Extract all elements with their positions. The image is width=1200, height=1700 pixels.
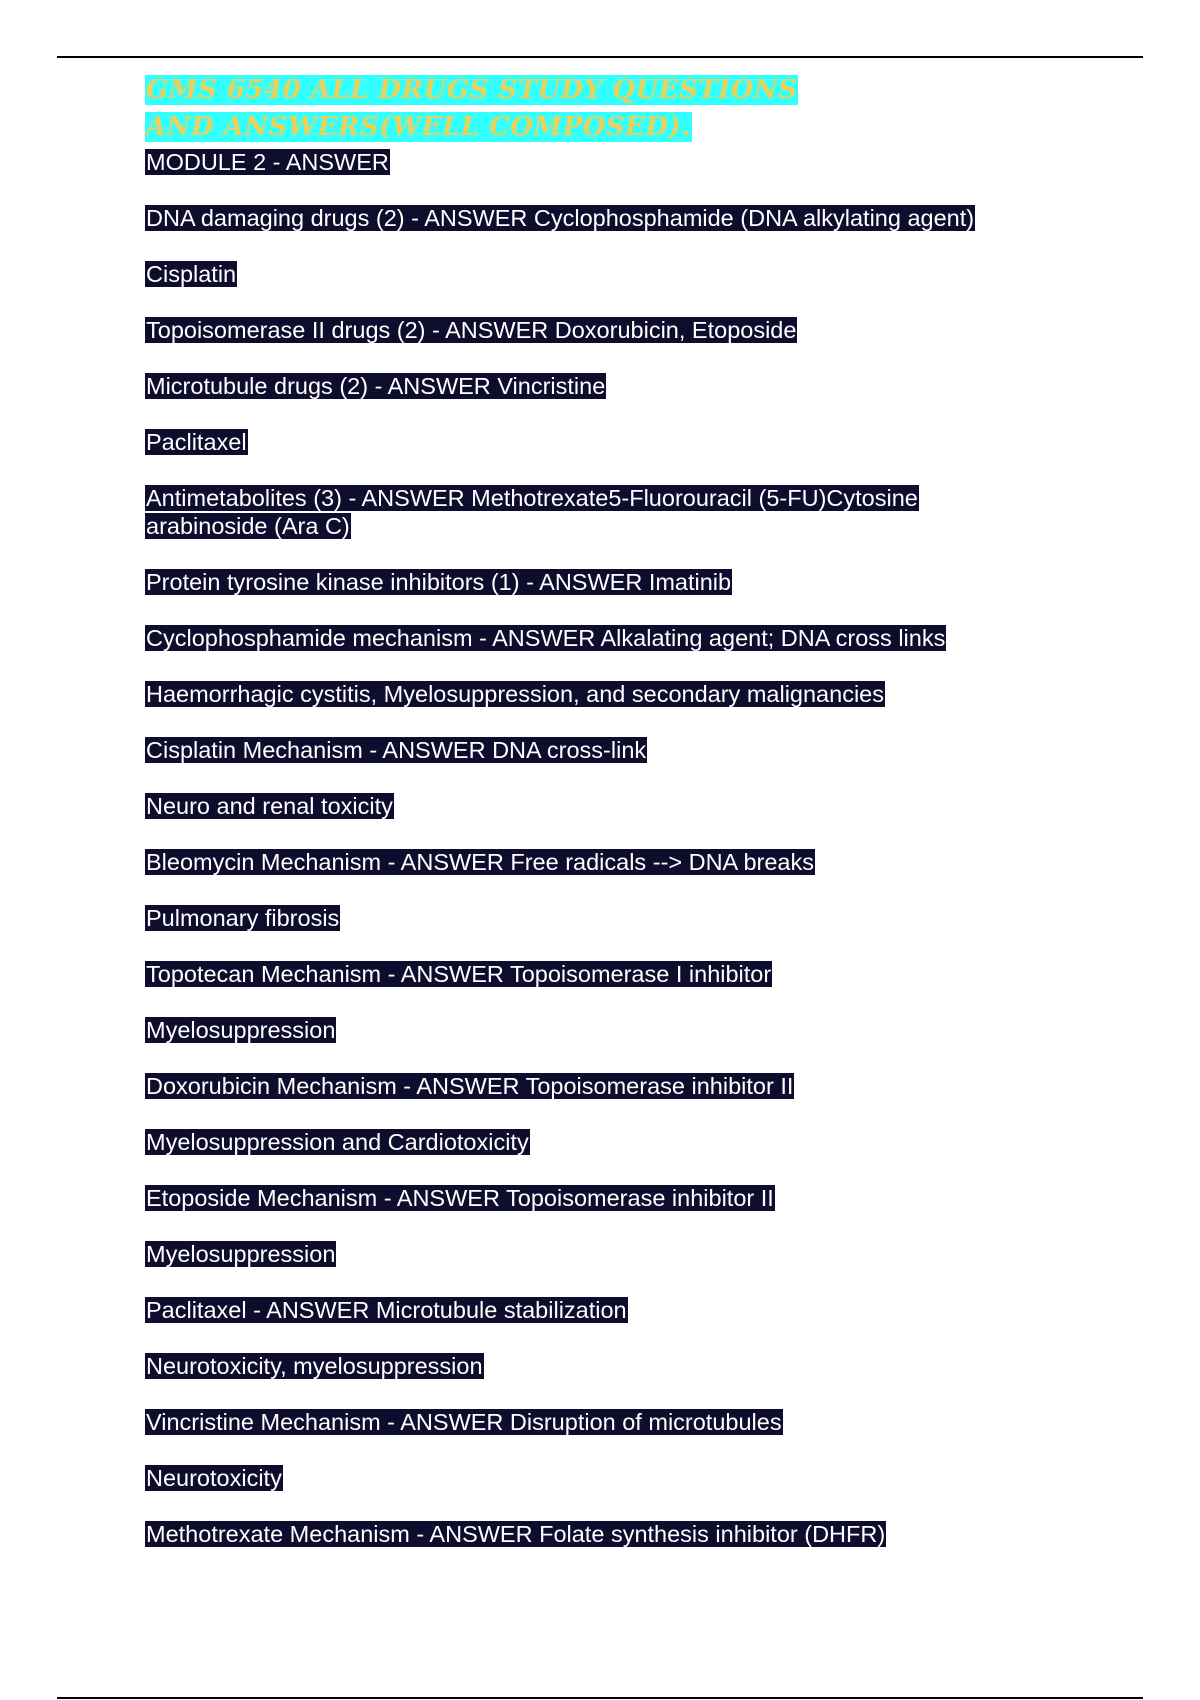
study-entry [145,204,1145,232]
entry-text: Neurotoxicity [146,1465,282,1491]
study-entry [145,1184,1145,1212]
entry-text: Neurotoxicity, myelosuppression [146,1353,483,1379]
study-entry [145,904,1145,932]
study-entry [145,848,1145,876]
study-entry [145,148,1145,176]
entry-text: Antimetabolites (3) - ANSWER Methotrexate5-Fluorouracil (5-FU)Cytosine arabinoside (Ara C) [146,485,918,539]
entry-text: Cisplatin [146,261,237,287]
study-entry [145,484,955,540]
study-entry [145,1016,1145,1044]
study-entry [145,624,1145,652]
study-entry [145,792,1145,820]
entry-text: Vincristine Mechanism - ANSWER Disruption of microtubules [146,1409,782,1435]
study-entries [145,148,1145,1548]
study-entry [145,372,1145,400]
study-entry [145,1520,1145,1548]
entry-text: Pulmonary fibrosis [146,905,340,931]
entry-text: Bleomycin Mechanism - ANSWER Free radicals --> DNA breaks [146,849,814,875]
header-rule [57,56,1143,58]
entry-text: Methotrexate Mechanism - ANSWER Folate synthesis inhibitor (DHFR) [146,1521,886,1547]
entry-text: Paclitaxel - ANSWER Microtubule stabilization [146,1297,627,1323]
entry-text: Microtubule drugs (2) - ANSWER Vincristine [146,373,606,399]
study-entry [145,680,1145,708]
entry-text: Etoposide Mechanism - ANSWER Topoisomerase inhibitor II [146,1185,774,1211]
entry-text: Cisplatin Mechanism - ANSWER DNA cross-link [146,737,647,763]
study-entry [145,428,1145,456]
study-entry [145,736,1145,764]
study-entry [145,568,1145,596]
study-entry [145,1128,1145,1156]
study-entry [145,1240,1145,1268]
entry-text: Topotecan Mechanism - ANSWER Topoisomerase I inhibitor [146,961,772,987]
entry-text: Neuro and renal toxicity [146,793,393,819]
entry-text: Myelosuppression and Cardiotoxicity [146,1129,529,1155]
study-entry [145,1296,1145,1324]
study-entry [145,1072,1145,1100]
entry-text: Myelosuppression [146,1017,336,1043]
page-content [145,72,1145,1548]
entry-text: Paclitaxel [146,429,247,455]
study-entry [145,1408,1145,1436]
entry-text: Doxorubicin Mechanism - ANSWER Topoisomerase inhibitor II [146,1073,794,1099]
study-entry [145,960,1145,988]
entry-text: Myelosuppression [146,1241,336,1267]
entry-text: Haemorrhagic cystitis, Myelosuppression, and secondary malignancies [146,681,884,707]
study-entry [145,1464,1145,1492]
entry-text: Cyclophosphamide mechanism - ANSWER Alkalating agent; DNA cross links [146,625,946,651]
study-entry [145,260,1145,288]
study-entry [145,316,1145,344]
entry-text: DNA damaging drugs (2) - ANSWER Cyclophosphamide (DNA alkylating agent) [146,205,975,231]
entry-text: Protein tyrosine kinase inhibitors (1) - ANSWER Imatinib [146,569,732,595]
study-entry [145,1352,1145,1380]
document-title-text: GMS 6540 ALL DRUGS STUDY QUESTIONS AND ANSWERS(WELL COMPOSED). [146,75,798,142]
entry-text: Topoisomerase II drugs (2) - ANSWER Doxorubicin, Etoposide [146,317,797,343]
footer-rule [57,1697,1143,1699]
entry-text: MODULE 2 - ANSWER [146,149,389,175]
document-title [145,72,845,146]
